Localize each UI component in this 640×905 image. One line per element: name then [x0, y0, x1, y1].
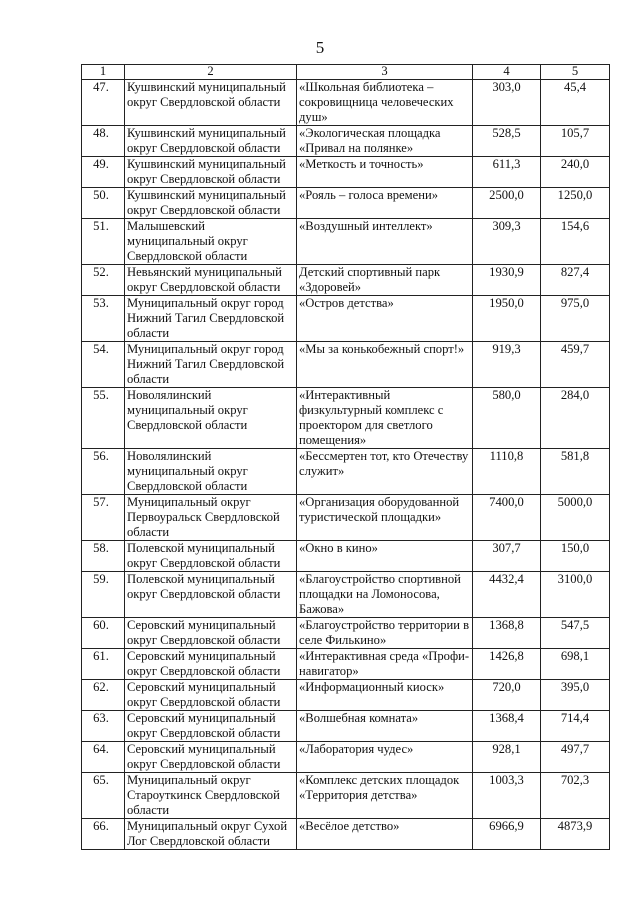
amount-col-5: 1250,0 — [541, 188, 610, 219]
table-row — [82, 680, 610, 711]
project-cell: Детский спортивный парк «Здоровей» — [297, 265, 473, 296]
row-number: 56. — [82, 449, 125, 495]
district-cell: Кушвинский муниципальный округ Свердловской области — [125, 188, 297, 219]
project-cell: «Организация оборудованной туристической площадки» — [297, 495, 473, 541]
amount-col-4: 720,0 — [473, 680, 541, 711]
row-number: 62. — [82, 680, 125, 711]
row-number: 48. — [82, 126, 125, 157]
project-cell: «Экологическая площадка «Привал на полянке» — [297, 126, 473, 157]
district-cell: Серовский муниципальный округ Свердловской области — [125, 649, 297, 680]
amount-col-4: 307,7 — [473, 541, 541, 572]
row-number: 57. — [82, 495, 125, 541]
project-cell: «Комплекс детских площадок «Территория детства» — [297, 773, 473, 819]
table-row — [82, 819, 610, 850]
amount-col-5: 5000,0 — [541, 495, 610, 541]
amount-col-4: 7400,0 — [473, 495, 541, 541]
table-row — [82, 296, 610, 342]
amount-col-4: 1368,8 — [473, 618, 541, 649]
amount-col-5: 459,7 — [541, 342, 610, 388]
amount-col-5: 698,1 — [541, 649, 610, 680]
amount-col-4: 2500,0 — [473, 188, 541, 219]
table-row — [82, 572, 610, 618]
project-cell: «Мы за конькобежный спорт!» — [297, 342, 473, 388]
table-row — [82, 265, 610, 296]
row-number: 58. — [82, 541, 125, 572]
row-number: 55. — [82, 388, 125, 449]
project-cell: «Благоустройство спортивной площадки на Ломоносова, Бажова» — [297, 572, 473, 618]
row-number: 66. — [82, 819, 125, 850]
row-number: 47. — [82, 80, 125, 126]
amount-col-4: 303,0 — [473, 80, 541, 126]
row-number: 61. — [82, 649, 125, 680]
table-row — [82, 649, 610, 680]
table-row — [82, 80, 610, 126]
table-row — [82, 618, 610, 649]
amount-col-5: 154,6 — [541, 219, 610, 265]
project-cell: «Меткость и точность» — [297, 157, 473, 188]
district-cell: Новолялинский муниципальный округ Свердловской области — [125, 388, 297, 449]
amount-col-5: 581,8 — [541, 449, 610, 495]
table-row — [82, 495, 610, 541]
district-cell: Серовский муниципальный округ Свердловской области — [125, 680, 297, 711]
district-cell: Полевской муниципальный округ Свердловской области — [125, 572, 297, 618]
table-row — [82, 126, 610, 157]
row-number: 52. — [82, 265, 125, 296]
project-cell: «Информационный киоск» — [297, 680, 473, 711]
header-row — [82, 65, 610, 80]
project-cell: «Благоустройство территории в селе Филькино» — [297, 618, 473, 649]
amount-col-4: 528,5 — [473, 126, 541, 157]
district-cell: Серовский муниципальный округ Свердловской области — [125, 618, 297, 649]
amount-col-5: 4873,9 — [541, 819, 610, 850]
row-number: 63. — [82, 711, 125, 742]
table-body — [82, 80, 610, 850]
amount-col-5: 105,7 — [541, 126, 610, 157]
project-cell: «Воздушный интеллект» — [297, 219, 473, 265]
row-number: 50. — [82, 188, 125, 219]
amount-col-5: 240,0 — [541, 157, 610, 188]
project-cell: «Рояль – голоса времени» — [297, 188, 473, 219]
amount-col-5: 497,7 — [541, 742, 610, 773]
district-cell: Муниципальный округ Сухой Лог Свердловской области — [125, 819, 297, 850]
district-cell: Муниципальный округ Первоуральск Свердловской области — [125, 495, 297, 541]
district-cell: Муниципальный округ город Нижний Тагил Свердловской области — [125, 296, 297, 342]
row-number: 64. — [82, 742, 125, 773]
amount-col-4: 6966,9 — [473, 819, 541, 850]
district-cell: Серовский муниципальный округ Свердловской области — [125, 711, 297, 742]
table-row — [82, 541, 610, 572]
project-cell: «Окно в кино» — [297, 541, 473, 572]
district-cell: Муниципальный округ Староуткинск Свердловской области — [125, 773, 297, 819]
table-row — [82, 742, 610, 773]
amount-col-5: 714,4 — [541, 711, 610, 742]
amount-col-5: 395,0 — [541, 680, 610, 711]
district-cell: Малышевский муниципальный округ Свердловской области — [125, 219, 297, 265]
district-cell: Кушвинский муниципальный округ Свердловской области — [125, 80, 297, 126]
row-number: 54. — [82, 342, 125, 388]
row-number: 53. — [82, 296, 125, 342]
amount-col-5: 3100,0 — [541, 572, 610, 618]
project-cell: «Лаборатория чудес» — [297, 742, 473, 773]
district-cell: Кушвинский муниципальный округ Свердловской области — [125, 157, 297, 188]
row-number: 51. — [82, 219, 125, 265]
table-row — [82, 449, 610, 495]
amount-col-4: 1110,8 — [473, 449, 541, 495]
district-cell: Полевской муниципальный округ Свердловской области — [125, 541, 297, 572]
amount-col-4: 580,0 — [473, 388, 541, 449]
project-cell: «Весёлое детство» — [297, 819, 473, 850]
table-row — [82, 157, 610, 188]
amount-col-4: 309,3 — [473, 219, 541, 265]
district-cell: Муниципальный округ город Нижний Тагил Свердловской области — [125, 342, 297, 388]
amount-col-4: 1003,3 — [473, 773, 541, 819]
district-cell: Невьянский муниципальный округ Свердловской области — [125, 265, 297, 296]
project-cell: «Интерактивная среда «Профи-навигатор» — [297, 649, 473, 680]
amount-col-5: 702,3 — [541, 773, 610, 819]
amount-col-5: 150,0 — [541, 541, 610, 572]
amount-col-4: 928,1 — [473, 742, 541, 773]
row-number: 60. — [82, 618, 125, 649]
amount-col-4: 1950,0 — [473, 296, 541, 342]
table-row — [82, 711, 610, 742]
district-cell: Новолялинский муниципальный округ Свердловской области — [125, 449, 297, 495]
amount-col-4: 1368,4 — [473, 711, 541, 742]
amount-col-4: 1426,8 — [473, 649, 541, 680]
project-cell: «Интерактивный физкультурный комплекс с проектором для светлого помещения» — [297, 388, 473, 449]
amount-col-4: 4432,4 — [473, 572, 541, 618]
header-col-5: 5 — [541, 65, 610, 80]
header-col-2: 2 — [125, 65, 297, 80]
table-row — [82, 773, 610, 819]
row-number: 49. — [82, 157, 125, 188]
amount-col-4: 1930,9 — [473, 265, 541, 296]
table-row — [82, 388, 610, 449]
projects-table — [81, 64, 610, 850]
table-row — [82, 188, 610, 219]
amount-col-5: 547,5 — [541, 618, 610, 649]
row-number: 59. — [82, 572, 125, 618]
table-row — [82, 342, 610, 388]
project-cell: «Школьная библиотека – сокровищница человеческих душ» — [297, 80, 473, 126]
district-cell: Серовский муниципальный округ Свердловской области — [125, 742, 297, 773]
page-number: 5 — [315, 38, 325, 57]
row-number: 65. — [82, 773, 125, 819]
amount-col-5: 45,4 — [541, 80, 610, 126]
amount-col-5: 827,4 — [541, 265, 610, 296]
header-col-3: 3 — [297, 65, 473, 80]
header-col-4: 4 — [473, 65, 541, 80]
amount-col-4: 611,3 — [473, 157, 541, 188]
amount-col-4: 919,3 — [473, 342, 541, 388]
amount-col-5: 284,0 — [541, 388, 610, 449]
table-row — [82, 219, 610, 265]
project-cell: «Волшебная комната» — [297, 711, 473, 742]
district-cell: Кушвинский муниципальный округ Свердловской области — [125, 126, 297, 157]
header-col-1: 1 — [82, 65, 125, 80]
project-cell: «Остров детства» — [297, 296, 473, 342]
amount-col-5: 975,0 — [541, 296, 610, 342]
project-cell: «Бессмертен тот, кто Отечеству служит» — [297, 449, 473, 495]
